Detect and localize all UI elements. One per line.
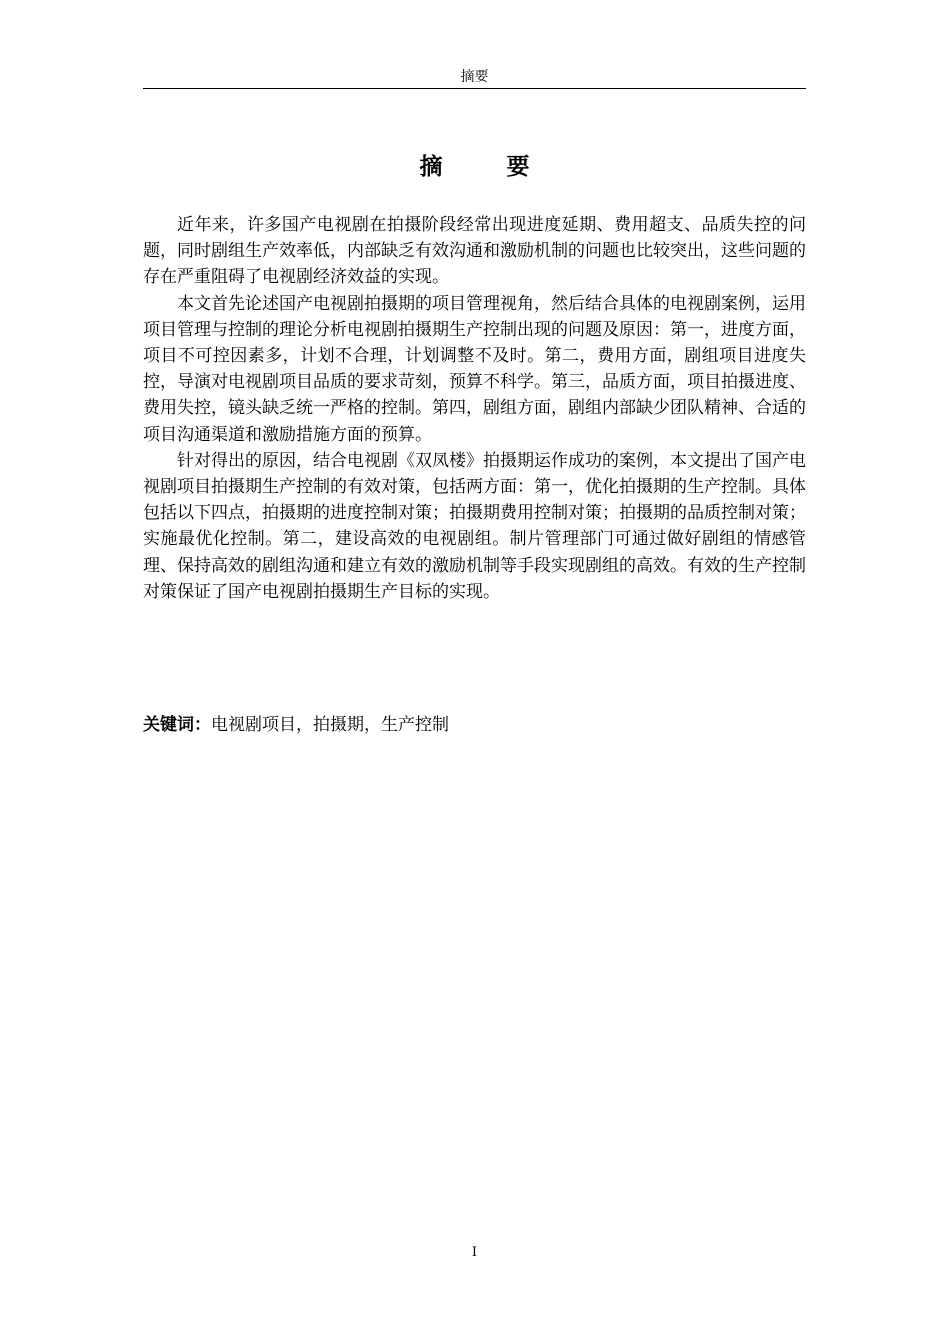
keywords-label: 关键词： xyxy=(143,715,211,735)
abstract-paragraph-2: 本文首先论述国产电视剧拍摄期的项目管理视角，然后结合具体的电视剧案例，运用项目管理与控制的理论分析电视剧拍摄期生产控制出现的问题及原因：第一，进度方面，项目不可控因素多，计划不合理，计划调整不及时。第二，费用方面，剧组项目进度失控，导演对电视剧项目品质的要求苛刻，预算不科学。第三，品质方面，项目拍摄进度、费用失控，镜头缺乏统一严格的控制。第四，剧组方面，剧组内部缺少团队精神、合适的项目沟通渠道和激励措施方面的预算。 xyxy=(143,293,806,445)
abstract-paragraph-1: 近年来，许多国产电视剧在拍摄阶段经常出现进度延期、费用超支、品质失控的问题，同时剧组生产效率低，内部缺乏有效沟通和激励机制的问题也比较突出，这些问题的存在严重阻碍了电视剧经济效益的实现。 xyxy=(143,215,806,288)
keywords-value: 电视剧项目，拍摄期，生产控制 xyxy=(211,715,449,735)
abstract-body xyxy=(143,212,806,605)
abstract-paragraph-3: 针对得出的原因，结合电视剧《双凤楼》拍摄期运作成功的案例，本文提出了国产电视剧项目拍摄期生产控制的有效对策，包括两方面：第一，优化拍摄期的生产控制。具体包括以下四点，拍摄期的进度控制对策；拍摄期费用控制对策；拍摄期的品质控制对策；实施最优化控制。第二，建设高效的电视剧组。制片管理部门可通过做好剧组的情感管理、保持高效的剧组沟通和建立有效的激励机制等手段实现剧组的高效。有效的生产控制对策保证了国产电视剧拍摄期生产目标的实现。 xyxy=(143,450,806,602)
running-header: 摘要 xyxy=(460,69,489,85)
header-rule xyxy=(143,88,806,89)
page-number: I xyxy=(471,1245,478,1260)
keywords-line xyxy=(143,712,806,738)
page-title: 摘 要 xyxy=(419,154,558,180)
